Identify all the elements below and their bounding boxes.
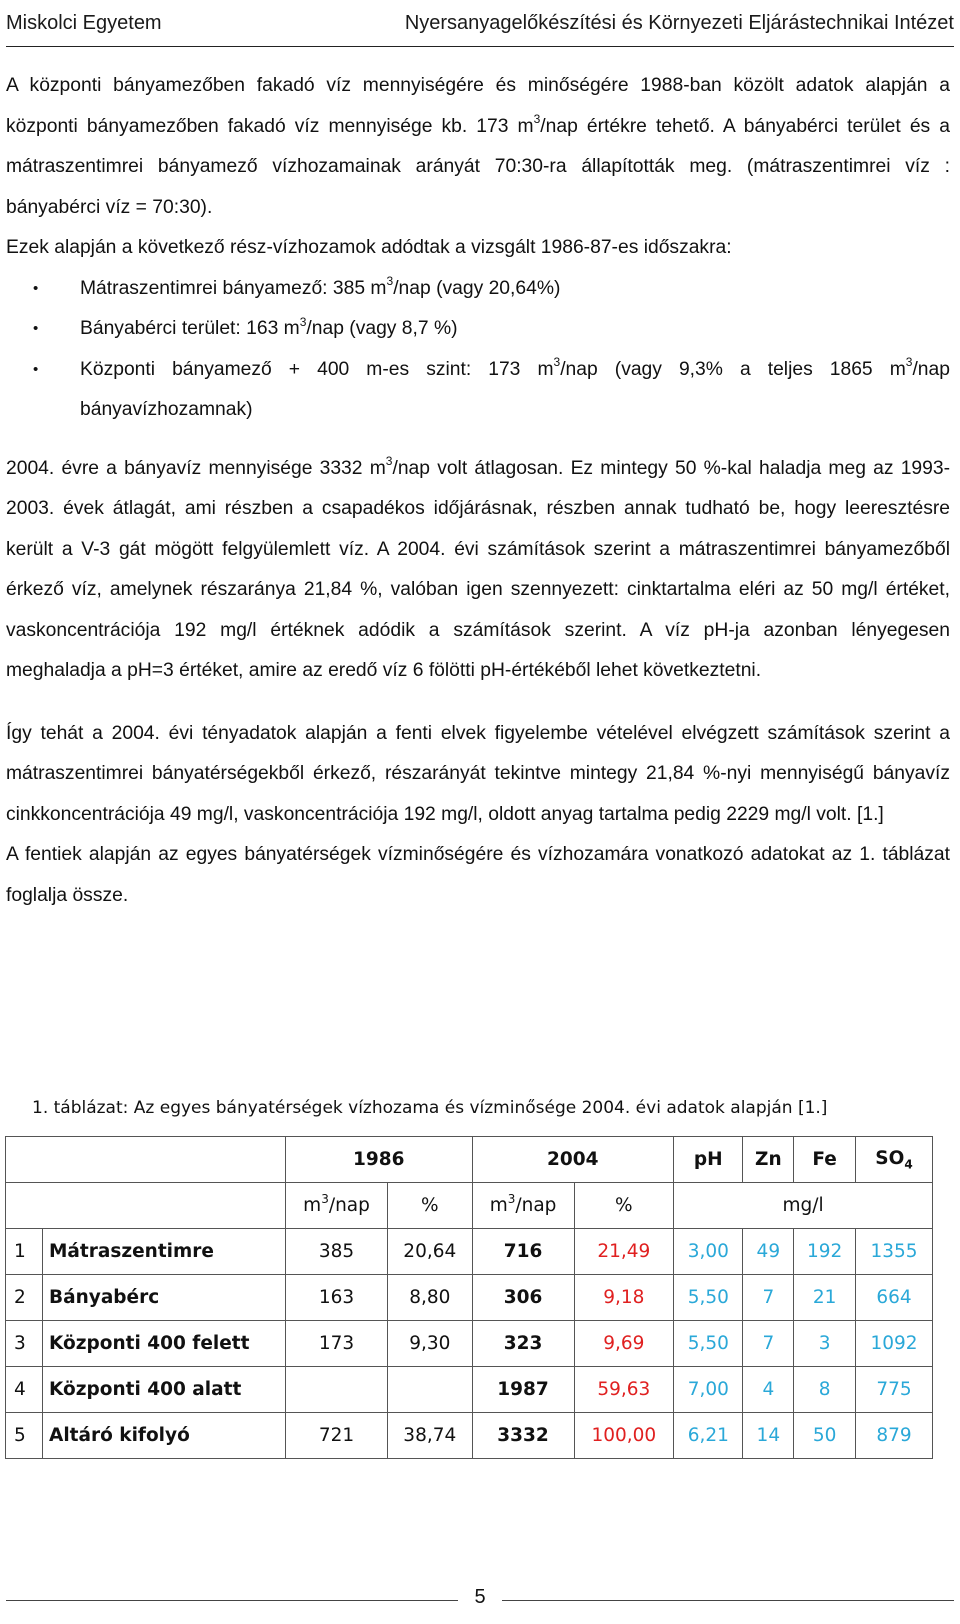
header-ph: pH	[674, 1137, 743, 1183]
unit-mgl: mg/l	[674, 1183, 933, 1229]
table-row: 4 Központi 400 alatt 1987 59,63 7,00 4 8 775	[6, 1367, 933, 1413]
paragraph-5: A fentiek alapján az egyes bányatérségek vízminőségére és vízhozamára vonatkozó adatokat az 1. táblázat foglalja össze.	[6, 844, 950, 906]
header-fe: Fe	[794, 1137, 856, 1183]
header-zn: Zn	[743, 1137, 794, 1183]
table-row: 1 Mátraszentimre 385 20,64 716 21,49 3,00 49 192 1355	[6, 1229, 933, 1275]
header-institute: Nyersanyagelőkészítési és Környezeti Eljárástechnikai Intézet	[404, 11, 954, 34]
header-university: Miskolci Egyetem	[6, 11, 162, 34]
page-header	[6, 0, 954, 47]
unit-m3-nap-1986: $m^3$/nap	[286, 1183, 388, 1229]
paragraph-3: 2004. évre a bányavíz mennyisége 3332 $m^3$/nap volt átlagosan. Ez mintegy 50 %-kal haladja meg az 1993-2003. évek átlagát, ami részben a csapadékos időjárásnak, részben annak tudható be, hogy leeresztésre került a V-3 gát mögött felgyülemlett víz. A 2004. évi számítások szerint a mátraszentimrei bányamezőből érkező víz, amelynek részaránya 21,84 %, valóban igen szennyezett: cinktartalma eléri az 50 mg/l értéket, vaskoncentrációja 192 mg/l értéknek adódik a számítások szerint. A víz pH-ja azonban lényegesen meghaladja a pH=3 értéket, amire az eredő víz 6 fölötti pH-értékéből lehet következtetni.	[6, 454, 951, 681]
header-2004: 2004	[472, 1137, 674, 1183]
paragraph-4: Így tehát a 2004. évi tényadatok alapján a fenti elvek figyelembe vételével elvégzett számítások szerint a mátraszentimrei bányatérségekből érkező, részarányát tekintve mintegy 21,84 %-nyi mennyiségű bányavíz cinkkoncentrációja 49 mg/l, vaskoncentrációja 192 mg/l, oldott anyag tartalma pedig 2229 mg/l volt. [1.]	[6, 722, 950, 825]
table-row: 5 Altáró kifolyó 721 38,74 3332 100,00 6,21 14 50 879	[6, 1413, 933, 1459]
bullet-list	[6, 269, 950, 431]
page-number: 5	[0, 1586, 960, 1609]
paragraph-2: Ezek alapján a következő rész-vízhozamok adódtak a vizsgált 1986-87-es időszakra:	[6, 237, 732, 258]
header-so4: $SO_4$	[856, 1137, 933, 1183]
list-item: • Központi bányamező + 400 m-es szint: 173 $m^3$/nap (vagy 9,3% a teljes 1865 $m^3$/nap bányavízhozamnak)	[6, 350, 950, 431]
unit-pct-1986: %	[388, 1183, 472, 1229]
paragraph-1: A központi bányamezőben fakadó víz mennyiségére és minőségére 1988-ban közölt adatok alapján a központi bányamezőben fakadó víz mennyisége kb. 173 $m^3$/nap értékre tehető. A bányabérci terület és a mátraszentimrei bányamező vízhozamainak arányát 70:30-ra állapították meg. (mátraszentimrei víz : bányabérci víz = 70:30).	[6, 75, 950, 218]
table-unit-row	[6, 1183, 933, 1229]
unit-m3-nap-2004: $m^3$/nap	[472, 1183, 574, 1229]
table-caption: 1. táblázat: Az egyes bányatérségek vízhozama és vízminősége 2004. évi adatok alapján [1.]	[32, 1098, 828, 1118]
table-row: 2 Bányabérc 163 8,80 306 9,18 5,50 7 21 664	[6, 1275, 933, 1321]
list-item: • Mátraszentimrei bányamező: 385 $m^3$/nap (vagy 20,64%)	[6, 269, 950, 310]
document-body	[6, 46, 950, 916]
table-row: 3 Központi 400 felett 173 9,30 323 9,69 5,50 7 3 1092	[6, 1321, 933, 1367]
data-table	[5, 1136, 933, 1459]
unit-pct-2004: %	[574, 1183, 674, 1229]
table-header-row	[6, 1137, 933, 1183]
header-1986: 1986	[286, 1137, 473, 1183]
list-item: • Bányabérci terület: 163 $m^3$/nap (vagy 8,7 %)	[6, 309, 950, 350]
